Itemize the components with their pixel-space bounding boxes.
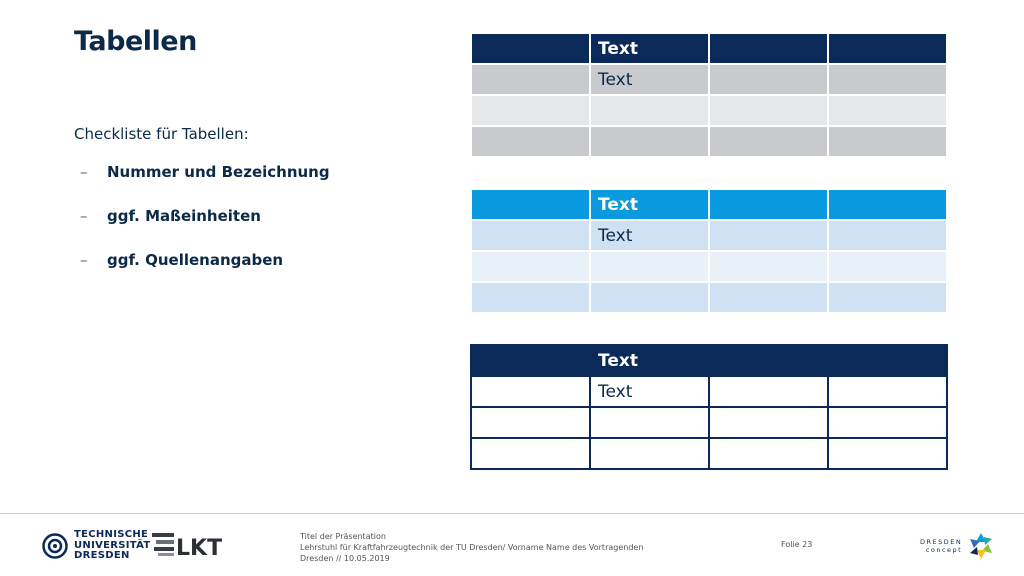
table-cell — [590, 251, 709, 282]
table-cell — [590, 438, 709, 469]
list-item — [80, 204, 330, 248]
table-cell: Text — [590, 376, 709, 407]
table-cell — [471, 220, 590, 251]
table-header-row — [471, 345, 947, 376]
tud-logo — [42, 530, 151, 562]
footer-divider — [0, 513, 1024, 514]
table-row — [471, 64, 947, 95]
table-cell — [709, 438, 828, 469]
table-header-cell — [709, 345, 828, 376]
table-header-cell: Text — [590, 189, 709, 220]
table-header-cell — [471, 345, 590, 376]
table-row — [471, 407, 947, 438]
table-cell — [828, 64, 947, 95]
checklist-intro: Checkliste für Tabellen: — [74, 125, 249, 143]
slide-number: Folie 23 — [781, 540, 813, 549]
table-row — [471, 282, 947, 313]
table-cell — [471, 407, 590, 438]
dresden-concept-icon — [966, 531, 996, 561]
table-cell — [709, 126, 828, 157]
table-cell — [590, 407, 709, 438]
checklist — [80, 160, 330, 292]
tud-wordmark: TECHNISCHE UNIVERSITÄT DRESDEN — [74, 529, 151, 561]
table-header-cell: Text — [590, 345, 709, 376]
table-cell — [709, 64, 828, 95]
dash-icon: – — [80, 251, 88, 269]
table-style-blue — [470, 188, 948, 314]
table-cell — [709, 407, 828, 438]
lkt-logo — [152, 531, 228, 563]
table-cell — [590, 126, 709, 157]
svg-text:LKT: LKT — [176, 536, 223, 559]
list-item-label: ggf. Maßeinheiten — [107, 207, 261, 225]
table-cell — [709, 282, 828, 313]
table-cell — [709, 251, 828, 282]
table-row — [471, 220, 947, 251]
table-row — [471, 126, 947, 157]
table-cell — [709, 376, 828, 407]
table-cell — [471, 376, 590, 407]
table-cell — [590, 95, 709, 126]
list-item-label: Nummer und Bezeichnung — [107, 163, 330, 181]
table-cell — [590, 282, 709, 313]
table-header-cell — [471, 33, 590, 64]
dresden-concept-logo: DRESDEN concept — [920, 531, 996, 561]
list-item — [80, 248, 330, 292]
table-cell — [471, 64, 590, 95]
table-cell — [828, 282, 947, 313]
table-cell — [828, 126, 947, 157]
presentation-title: Titel der Präsentation — [300, 532, 386, 541]
table-header-row — [471, 33, 947, 64]
table-cell — [709, 220, 828, 251]
table-cell — [828, 407, 947, 438]
table-cell: Text — [590, 64, 709, 95]
dash-icon: – — [80, 207, 88, 225]
page-title: Tabellen — [74, 26, 197, 57]
table-cell — [471, 126, 590, 157]
table-header-cell — [471, 189, 590, 220]
table-header-cell: Text — [590, 33, 709, 64]
table-header-cell — [828, 189, 947, 220]
table-style-outline — [470, 344, 948, 470]
table-cell — [828, 251, 947, 282]
table-cell: Text — [590, 220, 709, 251]
table-row — [471, 438, 947, 469]
table-header-cell — [828, 345, 947, 376]
chair-presenter: Lehrstuhl für Kraftfahrzeugtechnik der TU Dresden/ Vorname Name des Vortragenden — [300, 543, 644, 552]
footer-meta — [300, 531, 643, 564]
table-cell — [471, 438, 590, 469]
table-cell — [471, 251, 590, 282]
table-row — [471, 376, 947, 407]
table-cell — [828, 438, 947, 469]
place-date: Dresden // 10.05.2019 — [300, 554, 390, 563]
table-header-cell — [828, 33, 947, 64]
tud-emblem-icon — [42, 533, 68, 559]
table-cell — [709, 95, 828, 126]
list-item — [80, 160, 330, 204]
table-row — [471, 251, 947, 282]
table-row — [471, 95, 947, 126]
table-header-cell — [709, 33, 828, 64]
table-header-cell — [709, 189, 828, 220]
list-item-label: ggf. Quellenangaben — [107, 251, 284, 269]
table-cell — [828, 95, 947, 126]
table-cell — [828, 220, 947, 251]
table-cell — [471, 282, 590, 313]
table-cell — [828, 376, 947, 407]
table-header-row — [471, 189, 947, 220]
table-cell — [471, 95, 590, 126]
table-style-gray — [470, 32, 948, 158]
dash-icon: – — [80, 163, 88, 181]
